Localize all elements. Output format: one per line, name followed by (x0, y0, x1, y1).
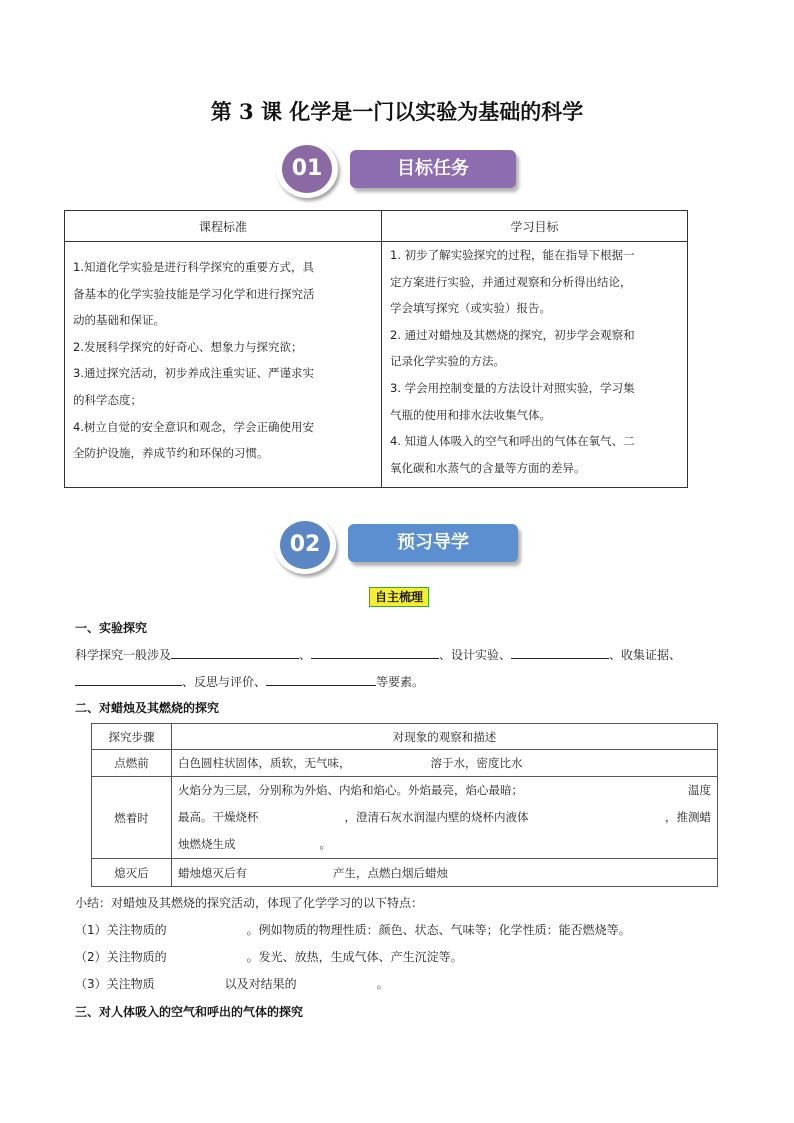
section-title-bar: 预习导学 (348, 524, 518, 562)
answer-blank (75, 673, 182, 686)
row-label-before: 点燃前 (92, 750, 172, 777)
header-observation: 对现象的观察和描述 (172, 724, 718, 750)
text: （1）关注物质的 (75, 923, 167, 937)
text: 溶于水，密度比水 (430, 756, 523, 770)
section-number: 01 (282, 145, 332, 193)
standard-line: 全防护设施，养成节约和环保的习惯。 (73, 446, 269, 461)
heading-candle-inquiry: 二、对蜡烛及其燃烧的探究 (75, 701, 220, 715)
text: 科学探究一般涉及 (75, 648, 172, 662)
text: 。 (376, 977, 389, 991)
objective-line: 学会填写探究（或实验）报告。 (390, 301, 551, 316)
header-standards: 课程标准 (65, 211, 382, 242)
row-before (172, 750, 718, 777)
objective-line: 记录化学实验的方法。 (390, 354, 505, 369)
heading-breath-inquiry: 三、对人体吸入的空气和呼出的气体的探究 (75, 1005, 304, 1019)
header-objectives: 学习目标 (382, 211, 688, 242)
objective-line: 1. 初步了解实验探究的过程，能在指导下根据一 (390, 248, 635, 262)
text: 温度 (688, 783, 711, 797)
text: 、 (299, 648, 312, 662)
standard-line: 4.树立自觉的安全意识和观念，学会正确使用安 (73, 419, 314, 434)
answer-blank (511, 646, 609, 659)
standard-line: 3.通过探究活动，初步养成注重实证、严谨求实 (73, 366, 314, 381)
summary-item-2 (75, 948, 463, 965)
candle-table (91, 723, 718, 887)
self-study-tag: 自主梳理 (369, 587, 429, 607)
text: 。 (319, 837, 331, 851)
row-label-burning: 燃着时 (92, 777, 172, 859)
answer-blank (171, 646, 299, 659)
objective-line: 气瓶的使用和排水法收集气体。 (390, 407, 551, 422)
text: ，推测蜡 (665, 810, 711, 824)
text: （2）关注物质的 (75, 950, 167, 964)
standard-line: 的科学态度； (73, 392, 142, 407)
objective-line: 4. 知道人体吸入的空气和呼出的气体在氧气、二 (390, 434, 635, 449)
row-burning (172, 777, 718, 859)
standard-line: 2.发展科学探究的好奇心、想象力与探究欲； (73, 339, 303, 354)
section-number-circle (276, 140, 338, 198)
answer-blank (311, 646, 439, 659)
inquiry-line-2 (75, 673, 424, 690)
text: 烛燃烧生成 (178, 837, 236, 851)
summary-item-1 (75, 921, 631, 938)
inquiry-line-1 (75, 646, 681, 663)
section-number: 02 (280, 521, 330, 569)
objective-line: 氧化碳和水蒸气的含量等方面的差异。 (390, 460, 586, 475)
heading-experiment-inquiry: 一、实验探究 (75, 621, 148, 635)
text: 、设计实验、 (439, 648, 512, 662)
text: 。发光、放热，生成气体、产生沉淀等。 (246, 950, 463, 964)
text: （3）关注物质 (75, 977, 155, 991)
objective-line: 3. 学会用控制变量的方法设计对照实验，学习集 (390, 380, 635, 395)
text: 以及对结果的 (224, 977, 297, 991)
text: 、反思与评价、 (182, 675, 267, 689)
objectives-cell (382, 242, 688, 488)
page-title: 第 3 课 化学是一门以实验为基础的科学 (210, 99, 584, 124)
goal-table (64, 210, 688, 488)
text: 、收集证据、 (609, 648, 682, 662)
text: 产生，点燃白烟后蜡烛 (333, 865, 448, 880)
text: 。例如物质的物理性质：颜色、状态、气味等；化学性质：能否燃烧等。 (246, 923, 631, 937)
text: 蜡烛熄灭后有 (178, 865, 247, 880)
text: 等要素。 (376, 675, 425, 689)
section-badge-01 (276, 140, 521, 202)
text: 火焰分为三层，分别称为外焰、内焰和焰心。外焰最亮，焰心最暗； (178, 783, 523, 797)
summary-item-3 (75, 975, 389, 992)
text: ，澄清石灰水润湿内壁的烧杯内液体 (344, 810, 529, 824)
text: 最高。干燥烧杯 (178, 810, 259, 824)
standard-line: 动的基础和保证。 (73, 313, 165, 328)
objective-line: 2. 通过对蜡烛及其燃烧的探究，初步学会观察和 (390, 327, 635, 342)
section-badge-02 (274, 514, 524, 578)
header-step: 探究步骤 (92, 724, 172, 750)
standard-line: 1.知道化学实验是进行科学探究的重要方式，具 (73, 260, 314, 274)
row-label-after: 熄灭后 (92, 859, 172, 887)
standard-line: 备基本的化学实验技能是学习化学和进行探究活 (73, 286, 315, 301)
row-after (172, 859, 718, 887)
answer-blank (266, 673, 376, 686)
summary-line: 小结：对蜡烛及其燃烧的探究活动，体现了化学学习的以下特点： (75, 896, 424, 910)
section-title-bar: 目标任务 (350, 150, 516, 188)
objective-line: 定方案进行实验，并通过观察和分析得出结论， (390, 274, 632, 289)
text: 白色圆柱状固体，质软，无气味， (178, 756, 351, 770)
section-number-circle (274, 516, 336, 574)
standards-cell (65, 242, 382, 488)
